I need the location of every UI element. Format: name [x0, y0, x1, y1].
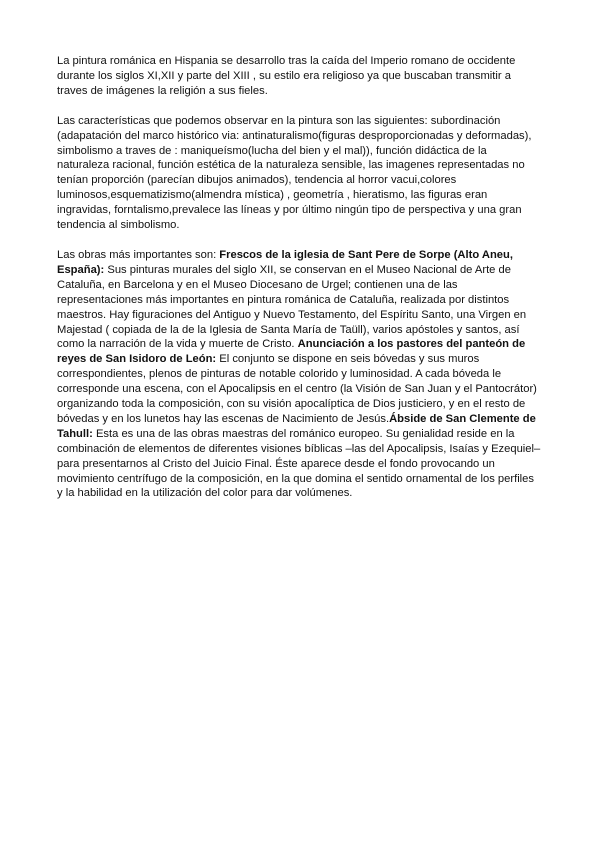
works-intro: Las obras más importantes son:	[57, 248, 220, 261]
work-text-sant-pere: Sus pinturas murales del siglo XII, se conservan en el Museo Nacional de Arte de Cataluña, en Barcelona y en el Museo Diocesano de Urgel; contienen una de las representaciones más importantes en pintura románica de Cataluña, realizada por distintos maestros. Hay figuraciones del Antiguo y Nuevo Testamento, del Espíritu Santo, una Virgen en Majestad ( copiada de la de la Iglesia de Santa María de Taüll), varios apóstoles y santos, así como la narración de la vida y muerte de Cristo.	[57, 263, 527, 351]
paragraph-characteristics: Las características que podemos observar en la pintura son las siguientes: subordinación (adapatación del marco histórico via: antinaturalismo(figuras desproporcionadas y deformadas), simbolismo a traves de : maniqueísmo(lucha del bien y el mal)), función didáctica de la naturaleza racional, función estética de la naturaleza sensible, las imagenes representadas no tenían proporción (parecían dibujos animados), tendencia al horror vacui,colores luminosos,esquematizismo(almendra mística) , geometría , hieratismo, las figuras eran ingravidas, forntalismo,prevalece las líneas y por último ningún tipo de perspectiva y una gran tendencia al simbolismo.	[57, 114, 532, 232]
paragraph-gap	[57, 233, 542, 248]
work-title-sant-pere: Frescos de la iglesia de Sant Pere de Sorpe (Alto Aneu, España):	[57, 248, 513, 276]
paragraph-gap	[57, 99, 542, 114]
paragraph-works	[57, 248, 542, 501]
work-title-san-clemente: Ábside de San Clemente de Tahull:	[57, 412, 536, 440]
work-title-san-isidoro: Anunciación a los pastores del panteón de reyes de San Isidoro de León:	[57, 338, 526, 366]
paragraph-intro: La pintura románica en Hispania se desarrollo tras la caída del Imperio romano de occidente durante los siglos XI,XII y parte del XIII , su estilo era religioso ya que buscaban transmitir a traves de imágenes la religión a sus fieles.	[57, 55, 516, 97]
work-text-san-clemente: Esta es una de las obras maestras del románico europeo. Su genialidad reside en la combinación de elementos de diferentes visiones bíblicas –las del Apocalipsis, Isaías y Ezequiel– para presentarnos al Cristo del Juicio Final. Éste aparece desde el fondo provocando un movimiento centrífugo de la composición, en la que domina el sentido ornamental de los perfiles y la habilidad en la utilización del color para dar volúmenes.	[57, 427, 541, 500]
work-text-san-isidoro: El conjunto se dispone en seis bóvedas y sus muros correspondientes, plenos de pinturas de notable colorido y luminosidad. A cada bóveda le corresponde una escena, con el Apocalipsis en el centro (la Visión de San Juan y el Pantocrátor) organizando toda la composición, con su visión apocalíptica de Dios justiciero, y en el resto de bóvedas y en los lunetos hay las escenas de Nacimiento de Jesús.	[57, 353, 537, 425]
